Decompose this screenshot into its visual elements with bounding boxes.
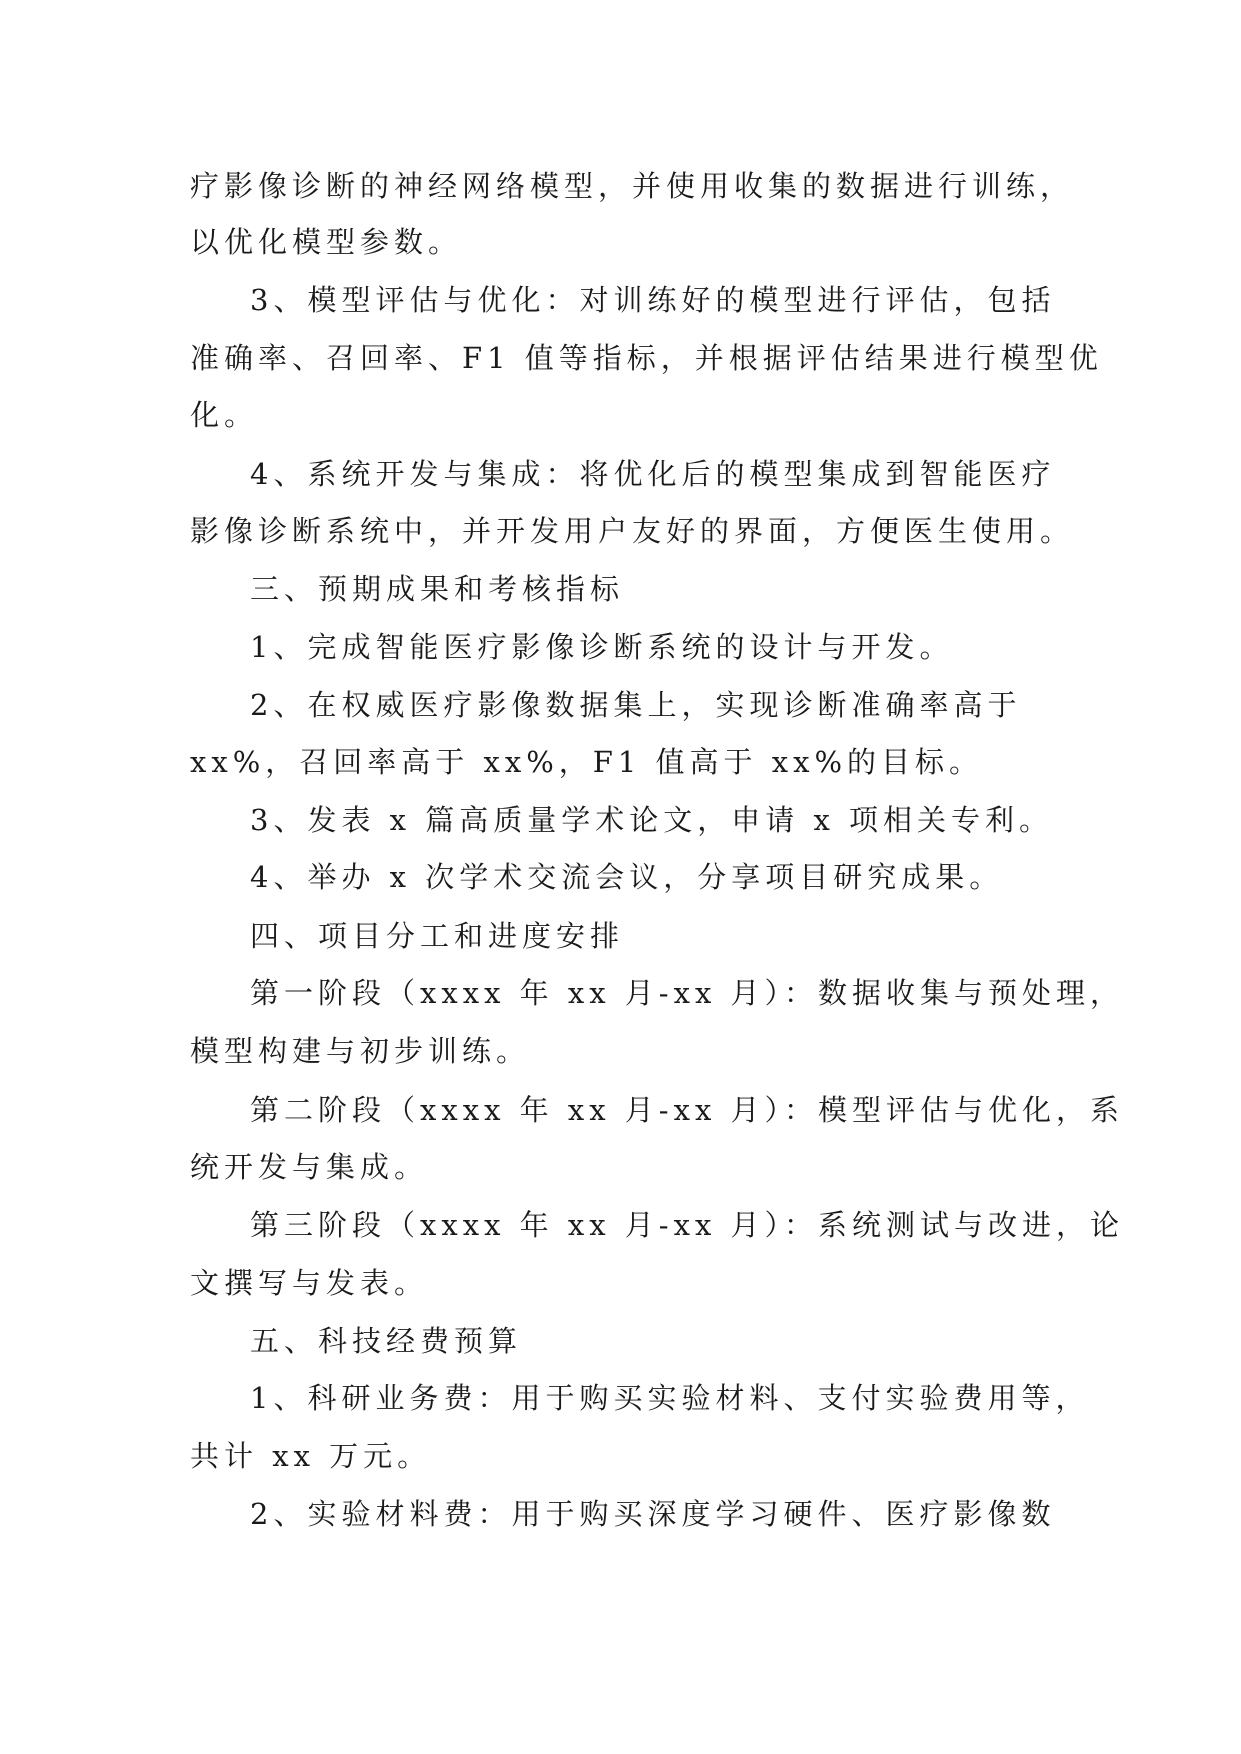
text-line: 文撰写与发表。 — [190, 1266, 429, 1300]
text-line: 模型构建与初步训练。 — [190, 1034, 531, 1068]
section-heading: 三、预期成果和考核指标 — [250, 572, 625, 606]
text-line: 影像诊断系统中，并开发用户友好的界面，方便医生使用。 — [190, 514, 1075, 548]
text-line: 3、模型评估与优化：对训练好的模型进行评估，包括 — [250, 283, 1056, 317]
text-line: 第二阶段（xxxx 年 xx 月-xx 月）：模型评估与优化，系 — [250, 1093, 1125, 1127]
text-line: 以优化模型参数。 — [190, 225, 463, 259]
text-line: 1、完成智能医疗影像诊断系统的设计与开发。 — [250, 630, 954, 664]
text-line: 3、发表 x 篇高质量学术论文，申请 x 项相关专利。 — [250, 803, 1054, 837]
text-line: 化。 — [190, 398, 259, 432]
text-line: 4、举办 x 次学术交流会议，分享项目研究成果。 — [250, 860, 1004, 894]
text-line: 1、科研业务费：用于购买实验材料、支付实验费用等， — [250, 1381, 1090, 1415]
text-line: 4、系统开发与集成：将优化后的模型集成到智能医疗 — [250, 457, 1056, 491]
text-line: 疗影像诊断的神经网络模型，并使用收集的数据进行训练， — [190, 169, 1075, 203]
text-line: 2、在权威医疗影像数据集上，实现诊断准确率高于 — [250, 688, 1022, 722]
text-line: 共计 xx 万元。 — [190, 1439, 432, 1473]
text-line: 统开发与集成。 — [190, 1150, 429, 1184]
text-line: 第三阶段（xxxx 年 xx 月-xx 月）：系统测试与改进，论 — [250, 1208, 1125, 1242]
section-heading: 四、项目分工和进度安排 — [250, 919, 625, 953]
text-line: 第一阶段（xxxx 年 xx 月-xx 月）：数据收集与预处理， — [250, 976, 1125, 1010]
text-line: xx%，召回率高于 xx%，F1 值高于 xx%的目标。 — [190, 745, 984, 779]
text-line: 准确率、召回率、F1 值等指标，并根据评估结果进行模型优 — [190, 341, 1103, 375]
text-line: 2、实验材料费：用于购买深度学习硬件、医疗影像数 — [250, 1497, 1056, 1531]
section-heading: 五、科技经费预算 — [250, 1324, 523, 1358]
